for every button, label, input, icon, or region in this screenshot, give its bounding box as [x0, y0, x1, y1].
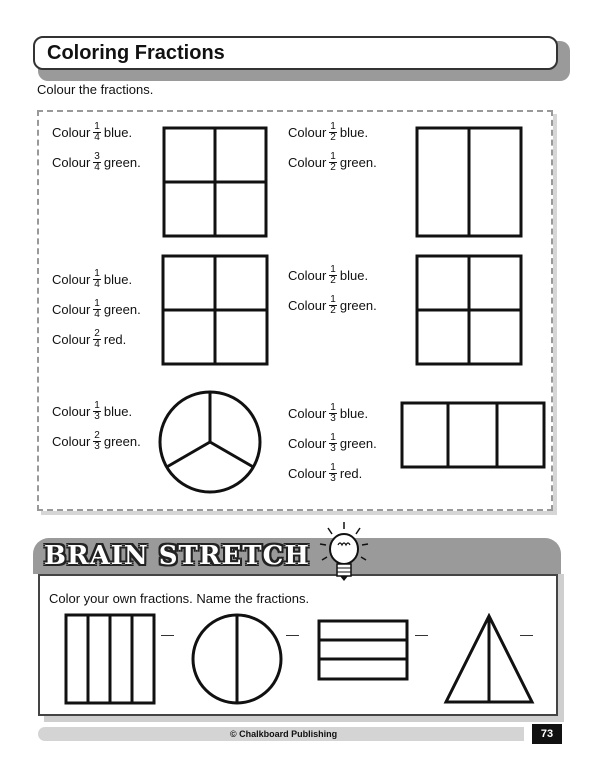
fraction: $\frac{3}{4}$	[94, 150, 100, 173]
rect-thirds-shape[interactable]	[400, 401, 546, 469]
instructions: Colour the fractions.	[37, 82, 154, 97]
brain-stretch-instructions: Color your own fractions. Name the fractions.	[49, 591, 310, 606]
instruction-line: Colour $\frac{1}{3}$ blue.	[52, 399, 133, 422]
square-quarters-shape[interactable]	[162, 126, 268, 238]
page-title: Coloring Fractions	[47, 42, 225, 64]
fraction: $\frac{1}{4}$	[94, 120, 100, 143]
instruction-line: Colour $\frac{1}{2}$ blue.	[288, 263, 369, 286]
instruction-line: Colour $\frac{1}{3}$ blue.	[288, 401, 369, 424]
fraction: $\frac{1}{3}$	[330, 431, 336, 454]
fraction: $\frac{1}{2}$	[330, 120, 336, 143]
instruction-line: Colour $\frac{2}{4}$ red.	[52, 327, 127, 350]
problem-5-text	[52, 396, 141, 456]
fraction: $\frac{1}{2}$	[330, 150, 336, 173]
rect-halves-shape[interactable]	[415, 126, 523, 238]
title-box	[33, 36, 558, 70]
fraction: $\frac{1}{2}$	[330, 293, 336, 316]
fraction: $\frac{1}{3}$	[94, 399, 100, 422]
fraction: $\frac{1}{3}$	[330, 461, 336, 484]
rect-thirds-horizontal-shape[interactable]	[317, 619, 409, 681]
circle-thirds-shape[interactable]	[157, 389, 263, 495]
instruction-line: Colour $\frac{1}{3}$ green.	[288, 431, 377, 454]
instruction-line: Colour $\frac{1}{2}$ green.	[288, 150, 377, 173]
circle-halves-shape[interactable]	[189, 613, 285, 705]
lightbulb-icon	[318, 520, 370, 584]
page-number: 73	[532, 724, 562, 744]
problem-4-text	[288, 260, 377, 320]
instruction-line: Colour $\frac{1}{4}$ green.	[52, 297, 141, 320]
instruction-line: Colour $\frac{2}{3}$ green.	[52, 429, 141, 452]
problem-3-text	[52, 264, 141, 354]
fraction: $\frac{1}{4}$	[94, 267, 100, 290]
fraction: $\frac{2}{4}$	[94, 327, 100, 350]
square-quarters-shape[interactable]	[161, 254, 269, 366]
brain-stretch-title: BRAIN STRETCH	[44, 541, 310, 571]
fraction: $\frac{1}{4}$	[94, 297, 100, 320]
fraction: $\frac{1}{2}$	[330, 263, 336, 286]
instruction-line: Colour $\frac{1}{2}$ green.	[288, 293, 377, 316]
answer-blank[interactable]: —	[161, 627, 174, 642]
square-quarters-shape[interactable]	[415, 254, 523, 366]
answer-blank[interactable]: —	[286, 627, 299, 642]
problem-1-text	[52, 117, 141, 177]
instruction-line: Colour $\frac{1}{4}$ blue.	[52, 120, 133, 143]
footer-publisher: © Chalkboard Publishing	[230, 729, 338, 739]
instruction-line: Colour $\frac{1}{3}$ red.	[288, 461, 363, 484]
instruction-line: Colour $\frac{3}{4}$ green.	[52, 150, 141, 173]
fraction: $\frac{1}{3}$	[330, 401, 336, 424]
answer-blank[interactable]: —	[520, 627, 533, 642]
instruction-line: Colour $\frac{1}{4}$ blue.	[52, 267, 133, 290]
fraction: $\frac{2}{3}$	[94, 429, 100, 452]
rect-fourths-shape[interactable]	[64, 613, 160, 705]
problem-6-text	[288, 398, 377, 488]
answer-blank[interactable]: —	[415, 627, 428, 642]
problem-2-text	[288, 117, 377, 177]
instruction-line: Colour $\frac{1}{2}$ blue.	[288, 120, 369, 143]
